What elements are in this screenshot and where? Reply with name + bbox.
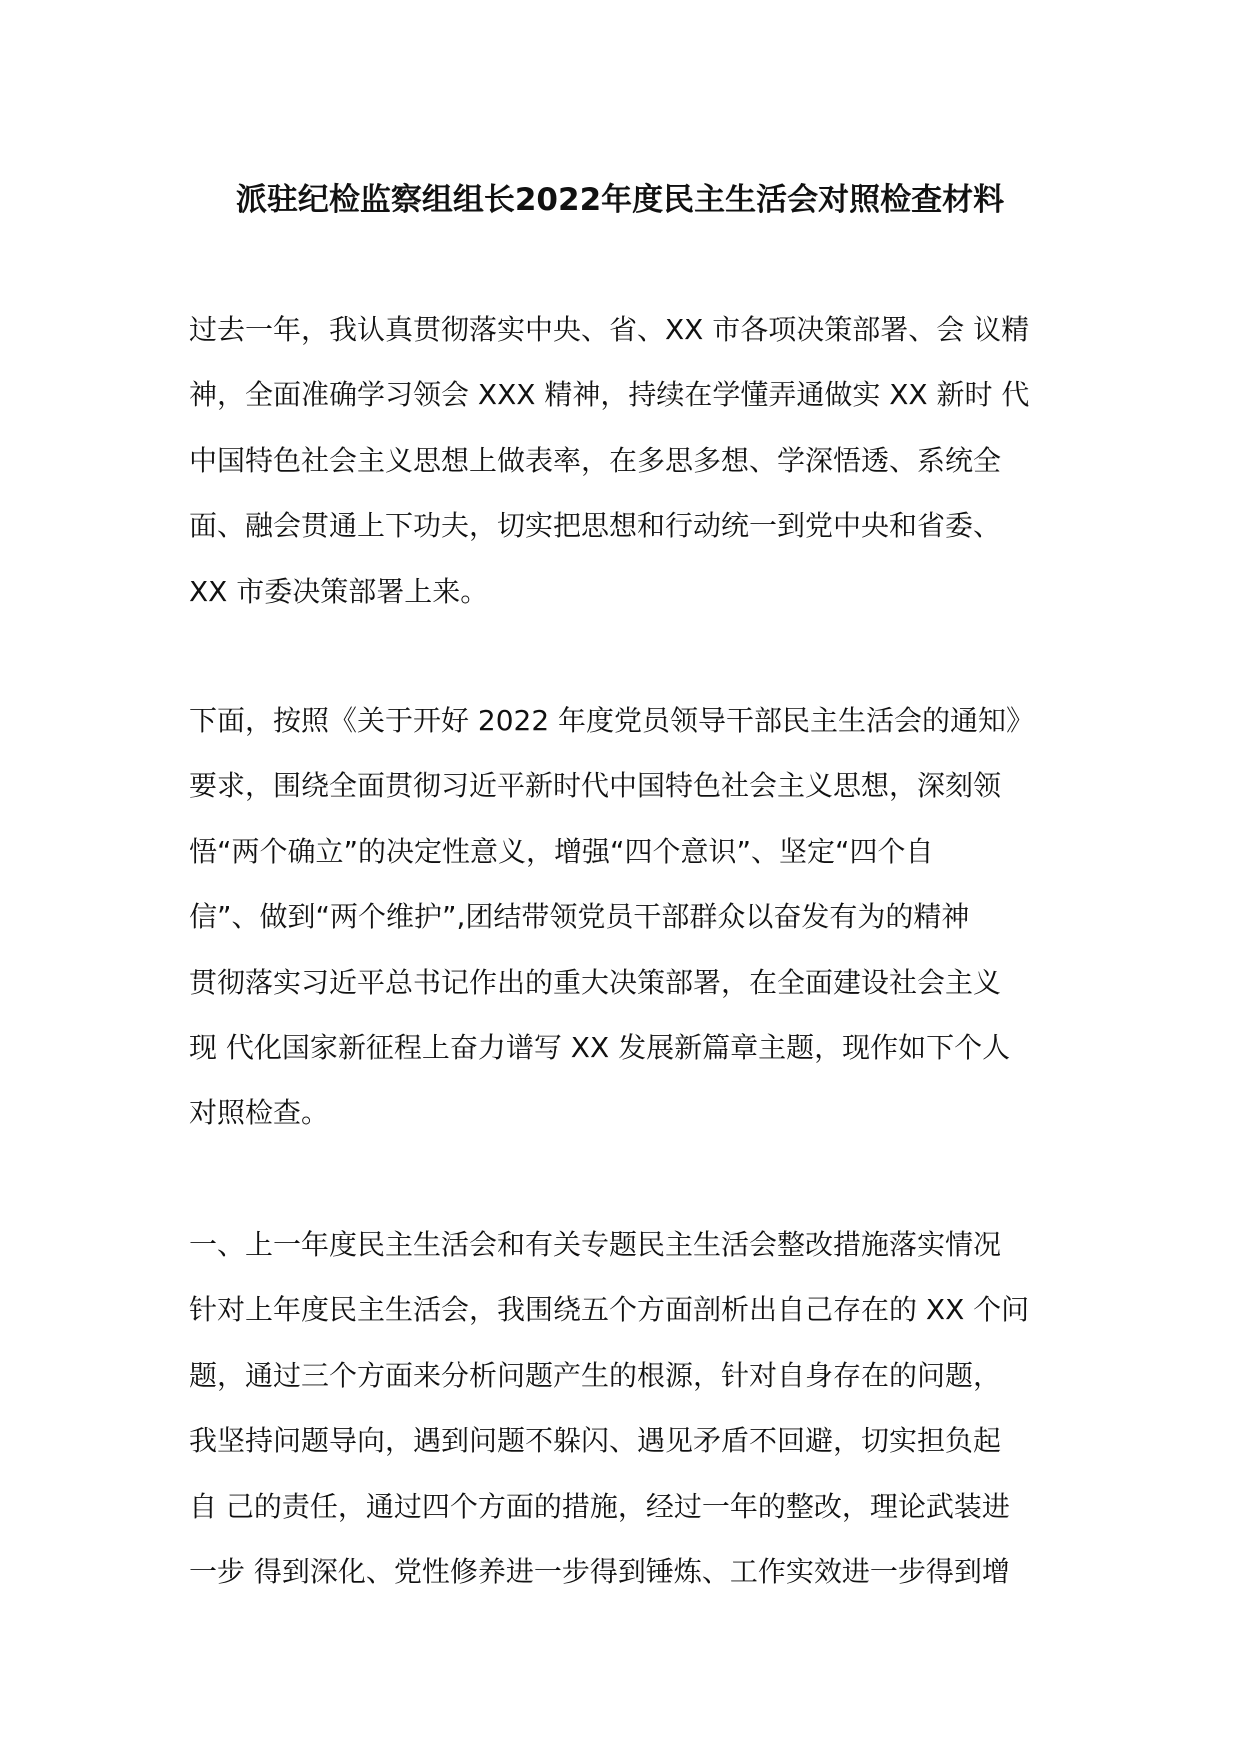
text-line: 题，通过三个方面来分析问题产生的根源，针对自身存在的问题， — [189, 1358, 1002, 1392]
text-line: 一步 得到深化、党性修养进一步得到锤炼、工作实效进一步得到增 — [189, 1554, 1010, 1588]
paragraph-intro — [189, 297, 1069, 624]
paragraph-purpose — [189, 688, 1069, 1146]
text-line: 面、融会贯通上下功夫，切实把思想和行动统一到党中央和省委、 — [189, 509, 1002, 543]
text-line: 神，全面准确学习领会 XXX 精神，持续在学懂弄通做实 XX 新时 代 — [189, 378, 1030, 412]
paragraph-section-one — [189, 1212, 1069, 1604]
text-line: 针对上年度民主生活会，我围绕五个方面剖析出自己存在的 XX 个问 — [189, 1293, 1030, 1327]
document-title: 派驻纪检监察组组长2022年度民主生活会对照检查材料 — [235, 182, 1005, 218]
text-line: 过去一年，我认真贯彻落实中央、省、XX 市各项决策部署、会 议精 — [189, 313, 1030, 346]
text-line: 悟“两个确立”的决定性意义，增强“四个意识”、坚定“四个自 — [189, 834, 934, 868]
text-line: 信”、做到“两个维护”,团结带领党员干部群众以奋发有为的精神 — [189, 900, 970, 934]
text-line: 要求，围绕全面贯彻习近平新时代中国特色社会主义思想，深刻领 — [189, 769, 1002, 803]
text-line: 我坚持问题导向，遇到问题不躲闪、遇见矛盾不回避，切实担负起 — [189, 1424, 1002, 1458]
text-line: 下面，按照《关于开好 2022 年度党员领导干部民主生活会的通知》 — [189, 704, 1035, 737]
text-line: 现 代化国家新征程上奋力谱写 XX 发展新篇章主题，现作如下个人 — [189, 1030, 1011, 1064]
text-line: 自 己的责任，通过四个方面的措施，经过一年的整改，理论武装进 — [189, 1489, 1010, 1523]
section-heading: 一、上一年度民主生活会和有关专题民主生活会整改措施落实情况 — [189, 1228, 1002, 1261]
text-line: 对照检查。 — [189, 1096, 330, 1130]
text-line: 中国特色社会主义思想上做表率，在多思多想、学深悟透、系统全 — [189, 443, 1002, 477]
text-line: XX 市委决策部署上来。 — [189, 574, 489, 608]
text-line: 贯彻落实习近平总书记作出的重大决策部署，在全面建设社会主义 — [189, 965, 1002, 999]
